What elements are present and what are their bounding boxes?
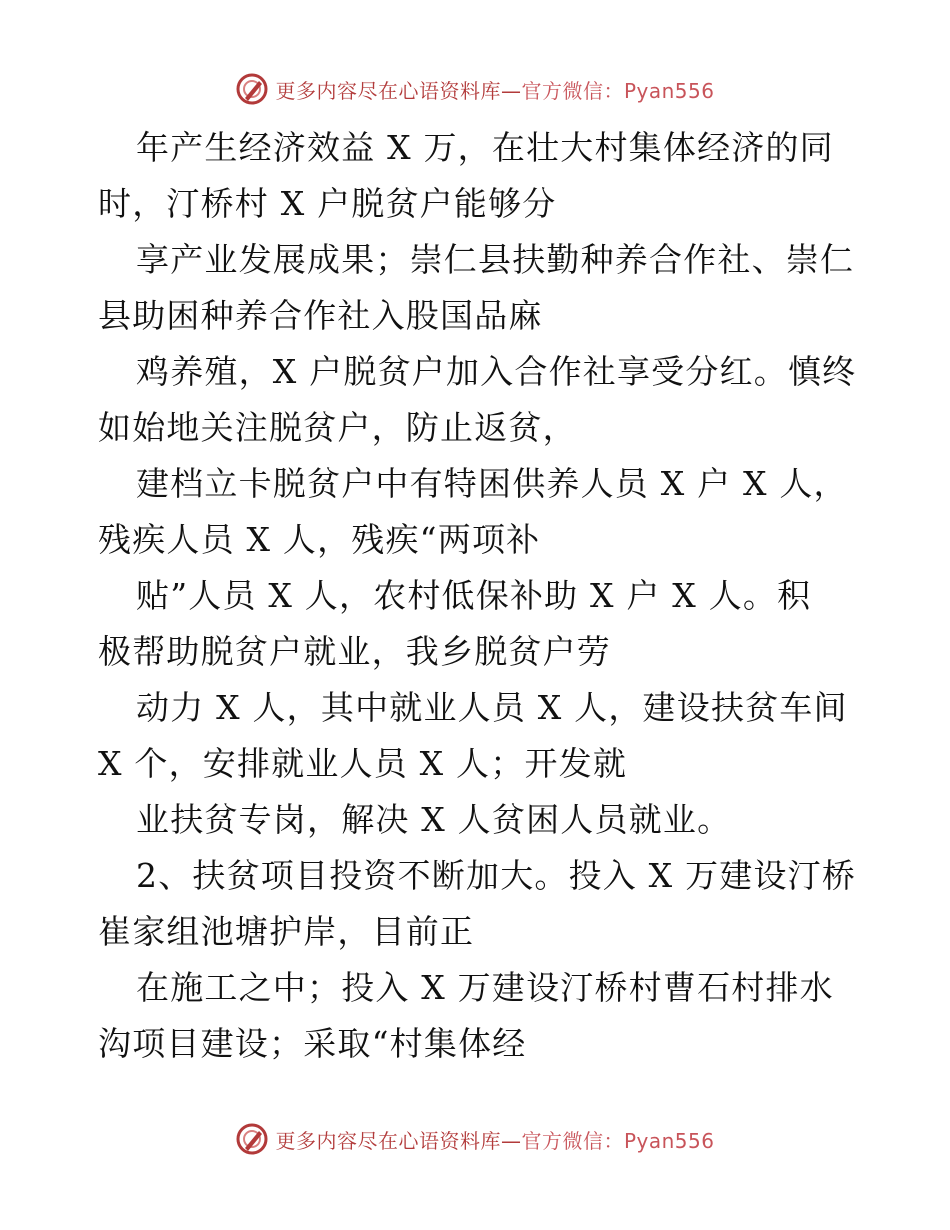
text-line: 业扶贫专岗，解决 X 人贫困人员就业。 bbox=[136, 800, 732, 839]
text-line: 2、扶贫项目投资不断加大。投入 X 万建设汀桥 bbox=[136, 856, 857, 895]
document-body bbox=[0, 120, 950, 1072]
watermark-text: 更多内容尽在心语资料库—官方微信：Pyan556 bbox=[275, 78, 715, 103]
footer-watermark bbox=[0, 1122, 950, 1156]
text-line: 建档立卡脱贫户中有特困供养人员 X 户 X 人， bbox=[136, 464, 848, 503]
text-line: 残疾人员 X 人，残疾“两项补 bbox=[98, 520, 541, 559]
text-line: 沟项目建设；采取“村集体经 bbox=[98, 1024, 527, 1063]
text-line: 时，汀桥村 X 户脱贫户能够分 bbox=[98, 184, 557, 223]
text-line: 贴”人员 X 人，农村低保补助 X 户 X 人。积 bbox=[136, 576, 812, 615]
text-line: 享产业发展成果；崇仁县扶勤种养合作社、崇仁 bbox=[136, 240, 855, 279]
text-line: X 个，安排就业人员 X 人；开发就 bbox=[98, 744, 628, 783]
text-line: 在施工之中；投入 X 万建设汀桥村曹石村排水 bbox=[136, 968, 834, 1007]
pen-logo-icon bbox=[235, 72, 269, 106]
text-line: 极帮助脱贫户就业，我乡脱贫户劳 bbox=[98, 632, 611, 671]
text-line: 如始地关注脱贫户，防止返贫， bbox=[98, 408, 577, 447]
watermark-text: 更多内容尽在心语资料库—官方微信：Pyan556 bbox=[275, 1128, 715, 1153]
document-paragraph bbox=[0, 120, 950, 1072]
pen-logo-icon bbox=[235, 1122, 269, 1156]
text-line: 崔家组池塘护岸，目前正 bbox=[98, 912, 475, 951]
text-line: 鸡养殖，X 户脱贫户加入合作社享受分红。慎终 bbox=[136, 352, 857, 391]
text-line: 县助困种养合作社入股国品麻 bbox=[98, 296, 543, 335]
text-line: 动力 X 人，其中就业人员 X 人，建设扶贫车间 bbox=[136, 688, 848, 727]
text-line: 年产生经济效益 X 万，在壮大村集体经济的同 bbox=[136, 128, 834, 167]
header-watermark bbox=[0, 72, 950, 106]
